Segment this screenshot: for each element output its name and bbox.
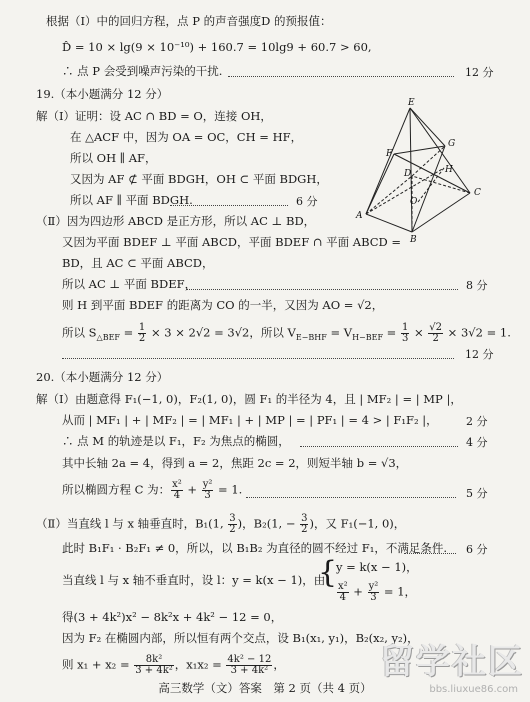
dotted-leader — [186, 289, 458, 290]
equation-line: （Ⅱ）当直线 l 与 x 轴垂直时，B₁(1, $\frac{3}{2}$ )，B₂(1, − $\frac{3}{2}$ )，又 F₁(−1, 0)， — [36, 513, 406, 535]
equation-line: 所以 $S_{\triangle BEF}$ = $\frac{1}{2}$ × 3 × 2√2 = 3√2，所以 $V_{E-BHF} = V_{H-BEF}$ = $\frac{1}{3}$ × $\frac{√2}{2}$ × 3√2 = 1. — [62, 322, 511, 344]
text-line: 所以 AC ⊥ 平面 BDEF， — [62, 277, 197, 291]
equation-line: $\frac{\text{x²}}{4}$ + $\frac{\text{y²}}{3}$ = 1， — [338, 581, 417, 603]
score-label: 12 分 — [465, 66, 494, 79]
text-line: 解（Ⅰ）证明：设 AC ∩ BD = O，连接 OH， — [36, 109, 272, 123]
text-line: 所以 OH ∥ AF， — [70, 151, 157, 165]
score-label: 5 分 — [466, 487, 488, 500]
vertex-label: C — [474, 188, 481, 198]
fraction: $\frac{1}{2}$ — [138, 322, 146, 344]
system-brace: { — [318, 555, 338, 590]
text-line: 又因为 AF ⊄ 平面 BDGH，OH ⊂ 平面 BDGH， — [70, 172, 328, 186]
fraction: $\frac{3}{2}$ — [301, 513, 308, 535]
text-line: 在 △ACF 中，因为 OA = OC，CH = HF， — [70, 130, 303, 144]
text-line: 所以 AF ∥ 平面 BDGH. — [70, 193, 193, 207]
score-label: 8 分 — [466, 279, 488, 292]
fraction: $\frac{\text{4k² − 12}}{\text{3 + 4k²}}$ — [227, 654, 272, 676]
text-line: 因为 F₂ 在椭圆内部，所以恒有两个交点，设 B₁(x₁, y₁)，B₂(x₂, y₂)， — [62, 631, 419, 645]
vertex-label: F — [386, 149, 393, 159]
watermark-logo: 留学社区 — [380, 642, 524, 682]
score-label: 12 分 — [465, 348, 494, 361]
watermark-url: bbs.liuxue86.com — [429, 684, 518, 695]
pyramid-figure — [352, 96, 502, 246]
problem-heading: 19.（本小题满分 12 分） — [36, 87, 169, 101]
text-line: BD，且 AC ⊂ 平面 ABCD， — [62, 256, 214, 270]
fraction: $\frac{\text{x²}}{4}$ — [172, 479, 182, 501]
dotted-leader — [62, 358, 454, 359]
dotted-leader — [246, 497, 456, 498]
score-label: 2 分 — [466, 415, 488, 428]
page-footer: 高三数学（文）答案 第 2 页（共 4 页） — [158, 681, 372, 695]
score-label: 4 分 — [466, 436, 488, 449]
equation-line: y = k(x − 1)， — [336, 560, 418, 574]
equation-line: D̂ = 10 × lg(9 × 10⁻¹⁰) + 160.7 = 10lg9 + 60.7 > 60, — [62, 40, 372, 54]
fraction: $\frac{3}{2}$ — [229, 513, 236, 535]
equation-line: 得(3 + 4k²)x² − 8k²x + 4k² − 12 = 0， — [62, 610, 283, 624]
vertex-label: B — [410, 235, 417, 245]
fraction: $\frac{1}{3}$ — [401, 322, 409, 344]
text-line: 其中长轴 2a = 4，得到 a = 2，焦距 2c = 2，则短半轴 b = √3， — [62, 456, 408, 470]
text-line: 从而 | MF₁ | + | MF₂ | = | MF₁ | + | MP | = | PF₁ | = 4 > | F₁F₂ |， — [62, 413, 438, 427]
text-line: 解（Ⅰ）由题意得 F₁(−1, 0)，F₂(1, 0)，圆 F₁ 的半径为 4，且 | MF₂ | = | MP |， — [36, 392, 462, 406]
text-line: 根据（Ⅰ）中的回归方程，点 P 的声音强度D 的预报值： — [46, 14, 332, 28]
fraction: $\frac{√2}{2}$ — [429, 322, 443, 344]
vertex-label: O — [410, 197, 418, 207]
vertex-label: G — [448, 139, 456, 149]
dotted-leader — [228, 76, 454, 77]
text-line: ∴ 点 P 会受到噪声污染的干扰. — [62, 64, 223, 78]
score-label: 6 分 — [296, 195, 318, 208]
text-line: 则 H 到平面 BDEF 的距离为 CO 的一半，又因为 AO = √2， — [62, 298, 384, 312]
dotted-leader — [170, 205, 288, 206]
fraction: $\frac{\text{y²}}{3}$ — [368, 581, 379, 603]
equation-line: 所以椭圆方程 C 为： $\frac{\text{x²}}{4}$ + $\frac{\text{y²}}{3}$ = 1. — [62, 479, 243, 501]
watermark — [372, 634, 524, 700]
vertex-label: H — [445, 165, 453, 175]
text-line: 此时 B₁F₁ · B₂F₁ ≠ 0，所以，以 B₁B₂ 为直径的圆不经过 F₁，不满足条件. — [62, 541, 448, 555]
problem-heading: 20.（本小题满分 12 分） — [36, 370, 169, 384]
fraction: $\frac{\text{8k²}}{\text{3 + 4k²}}$ — [135, 654, 173, 676]
text-line: （Ⅱ）因为四边形 ABCD 是正方形，所以 AC ⊥ BD， — [36, 214, 316, 228]
dotted-leader — [300, 446, 458, 447]
fraction: $\frac{\text{x²}}{4}$ — [338, 581, 348, 603]
vertex-label: A — [356, 211, 363, 221]
text-line: 又因为平面 BDEF ⊥ 平面 ABCD，平面 BDEF ∩ 平面 ABCD = — [62, 235, 402, 249]
text-line: ∴ 点 M 的轨迹是以 F₁，F₂ 为焦点的椭圆， — [62, 434, 290, 448]
fraction: $\frac{\text{y²}}{3}$ — [202, 479, 213, 501]
vertex-label: E — [408, 98, 415, 108]
equation-line: 则 x₁ + x₂ = $\frac{\text{8k²}}{\text{3 + 4k²}}$ ，x₁x₂ = $\frac{\text{4k² − 12}}{\text{3 + 4k²}}$ ， — [62, 654, 285, 676]
score-label: 6 分 — [466, 543, 488, 556]
dotted-leader — [404, 553, 456, 554]
vertex-label: D — [404, 169, 412, 179]
text-line: 当直线 l 与 x 轴不垂直时，设 l：y = k(x − 1)，由 — [62, 573, 326, 587]
